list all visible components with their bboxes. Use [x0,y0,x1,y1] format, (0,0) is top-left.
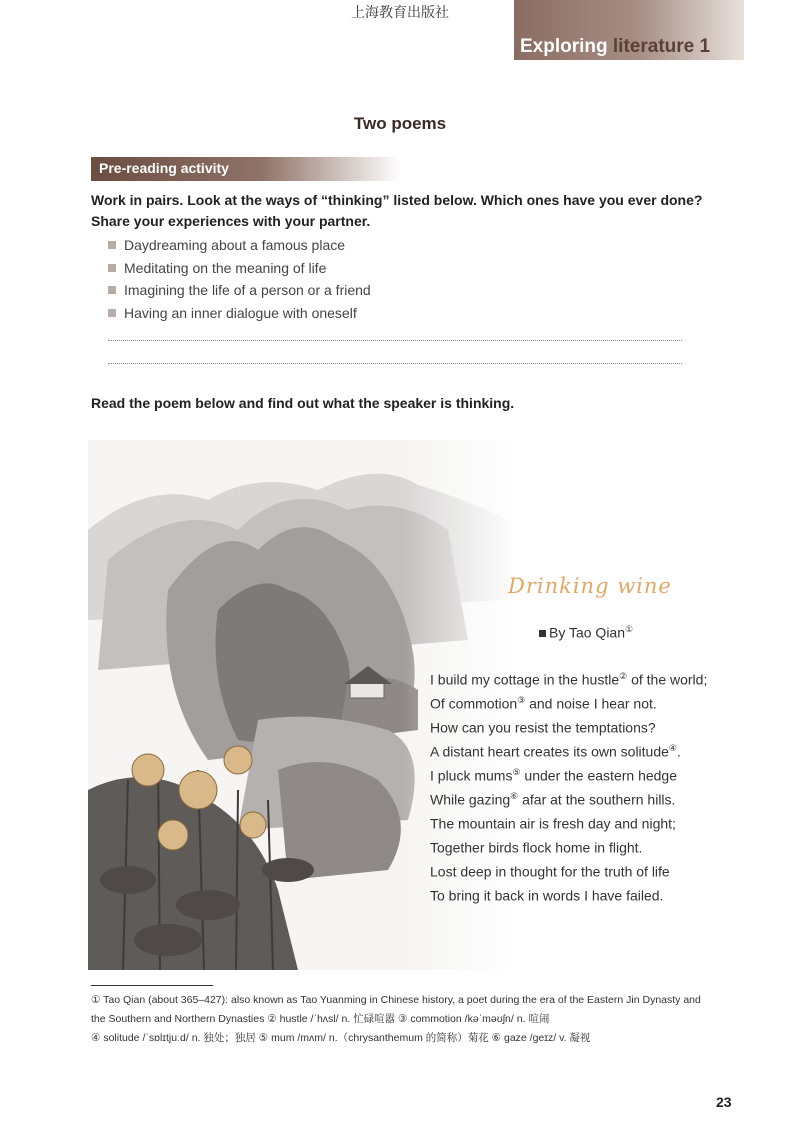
poem-text: While gazing [430,791,511,808]
square-bullet-icon [108,241,116,249]
footnotes [91,991,721,1048]
unit-tab-word2: literature 1 [612,36,711,57]
poem-text: of the world; [627,671,708,688]
answer-line[interactable] [108,363,682,364]
poem-line [430,712,707,736]
poem-text: Of commotion [430,695,518,712]
poem-text: and noise I hear not. [525,695,657,712]
poem-text: afar at the southern hills. [518,791,676,808]
poem-text: . [677,743,681,760]
poem-text: I build my cottage in the hustle [430,671,620,688]
poem-title: Drinking wine [508,574,672,598]
footnote-line: ① Tao Qian (about 365–427): also known as Tao Yuanming in Chinese history, a poet during the era of the Eastern Jin Dynasty and [91,994,701,1006]
pre-reading-heading: Pre-reading activity [99,160,229,176]
list-item-text: Having an inner dialogue with oneself [124,305,357,322]
unit-tab-label [520,36,710,58]
thinking-list [108,234,371,324]
poem-text: I pluck mums [430,767,513,784]
poem-line [430,736,707,760]
square-bullet-icon [108,286,116,294]
unit-tab [514,0,744,60]
publisher-name: 上海教育出版社 [351,5,449,21]
page-number: 23 [716,1094,732,1110]
poem-line [430,880,707,904]
footnote-mark[interactable]: ③ [517,695,526,705]
poem-line [430,688,707,712]
list-item [108,234,371,257]
poem-author [539,624,633,641]
poem-text: Lost deep in thought for the truth of life [430,863,670,880]
unit-tab-word1: Exploring [520,36,608,57]
poem-text: The mountain air is fresh day and night; [430,815,676,832]
list-item-text: Imagining the life of a person or a friend [124,282,371,299]
square-bullet-icon [539,630,546,637]
poem-line [430,832,707,856]
footnote-mark[interactable]: ⑥ [510,791,519,801]
square-bullet-icon [108,309,116,317]
poem-line [430,760,707,784]
list-item [108,257,371,280]
author-name: By Tao Qian [549,624,626,641]
footnote-line: ④ solitude /ˈsɒlɪtjuːd/ n. 独处；独居 ⑤ mum /mʌm/ n.（chrysanthemum 的简称）菊花 ⑥ gaze /geɪz/ v. 凝视 [91,1032,591,1044]
footnote-mark[interactable]: ② [619,671,628,681]
footnote-divider [91,985,213,986]
footnote-mark[interactable]: ⑤ [512,767,521,777]
footnote-mark[interactable]: ① [625,624,634,634]
poem-line [430,784,707,808]
list-item [108,279,371,302]
pre-reading-heading-bar [91,157,401,181]
poem-lines [430,664,707,904]
list-item [108,302,371,325]
page-title: Two poems [353,114,447,133]
answer-line[interactable] [108,340,682,341]
poem-text: under the eastern hedge [520,767,678,784]
reading-instruction: Read the poem below and find out what the speaker is thinking. [91,395,515,411]
footnote-mark[interactable]: ④ [668,743,677,753]
poem-line [430,808,707,832]
pre-reading-instruction [91,190,731,232]
poem-line [430,664,707,688]
poem-text: A distant heart creates its own solitude [430,743,669,760]
instruction-line: Share your experiences with your partner. [91,213,371,229]
poem-text: How can you resist the temptations? [430,719,656,736]
instruction-line: Work in pairs. Look at the ways of “thinking” listed below. Which ones have you ever done? [91,192,703,208]
list-item-text: Daydreaming about a famous place [124,237,346,254]
poem-line [430,856,707,880]
footnote-line: the Southern and Northern Dynasties ② hustle /ˈhʌsl/ n. 忙碌喧嚣 ③ commotion /kəˈməʊʃn/ n. 喧闹 [91,1013,550,1025]
square-bullet-icon [108,264,116,272]
list-item-text: Meditating on the meaning of life [124,259,327,276]
poem-text: Together birds flock home in flight. [430,839,643,856]
poem-text: To bring it back in words I have failed. [430,887,664,904]
